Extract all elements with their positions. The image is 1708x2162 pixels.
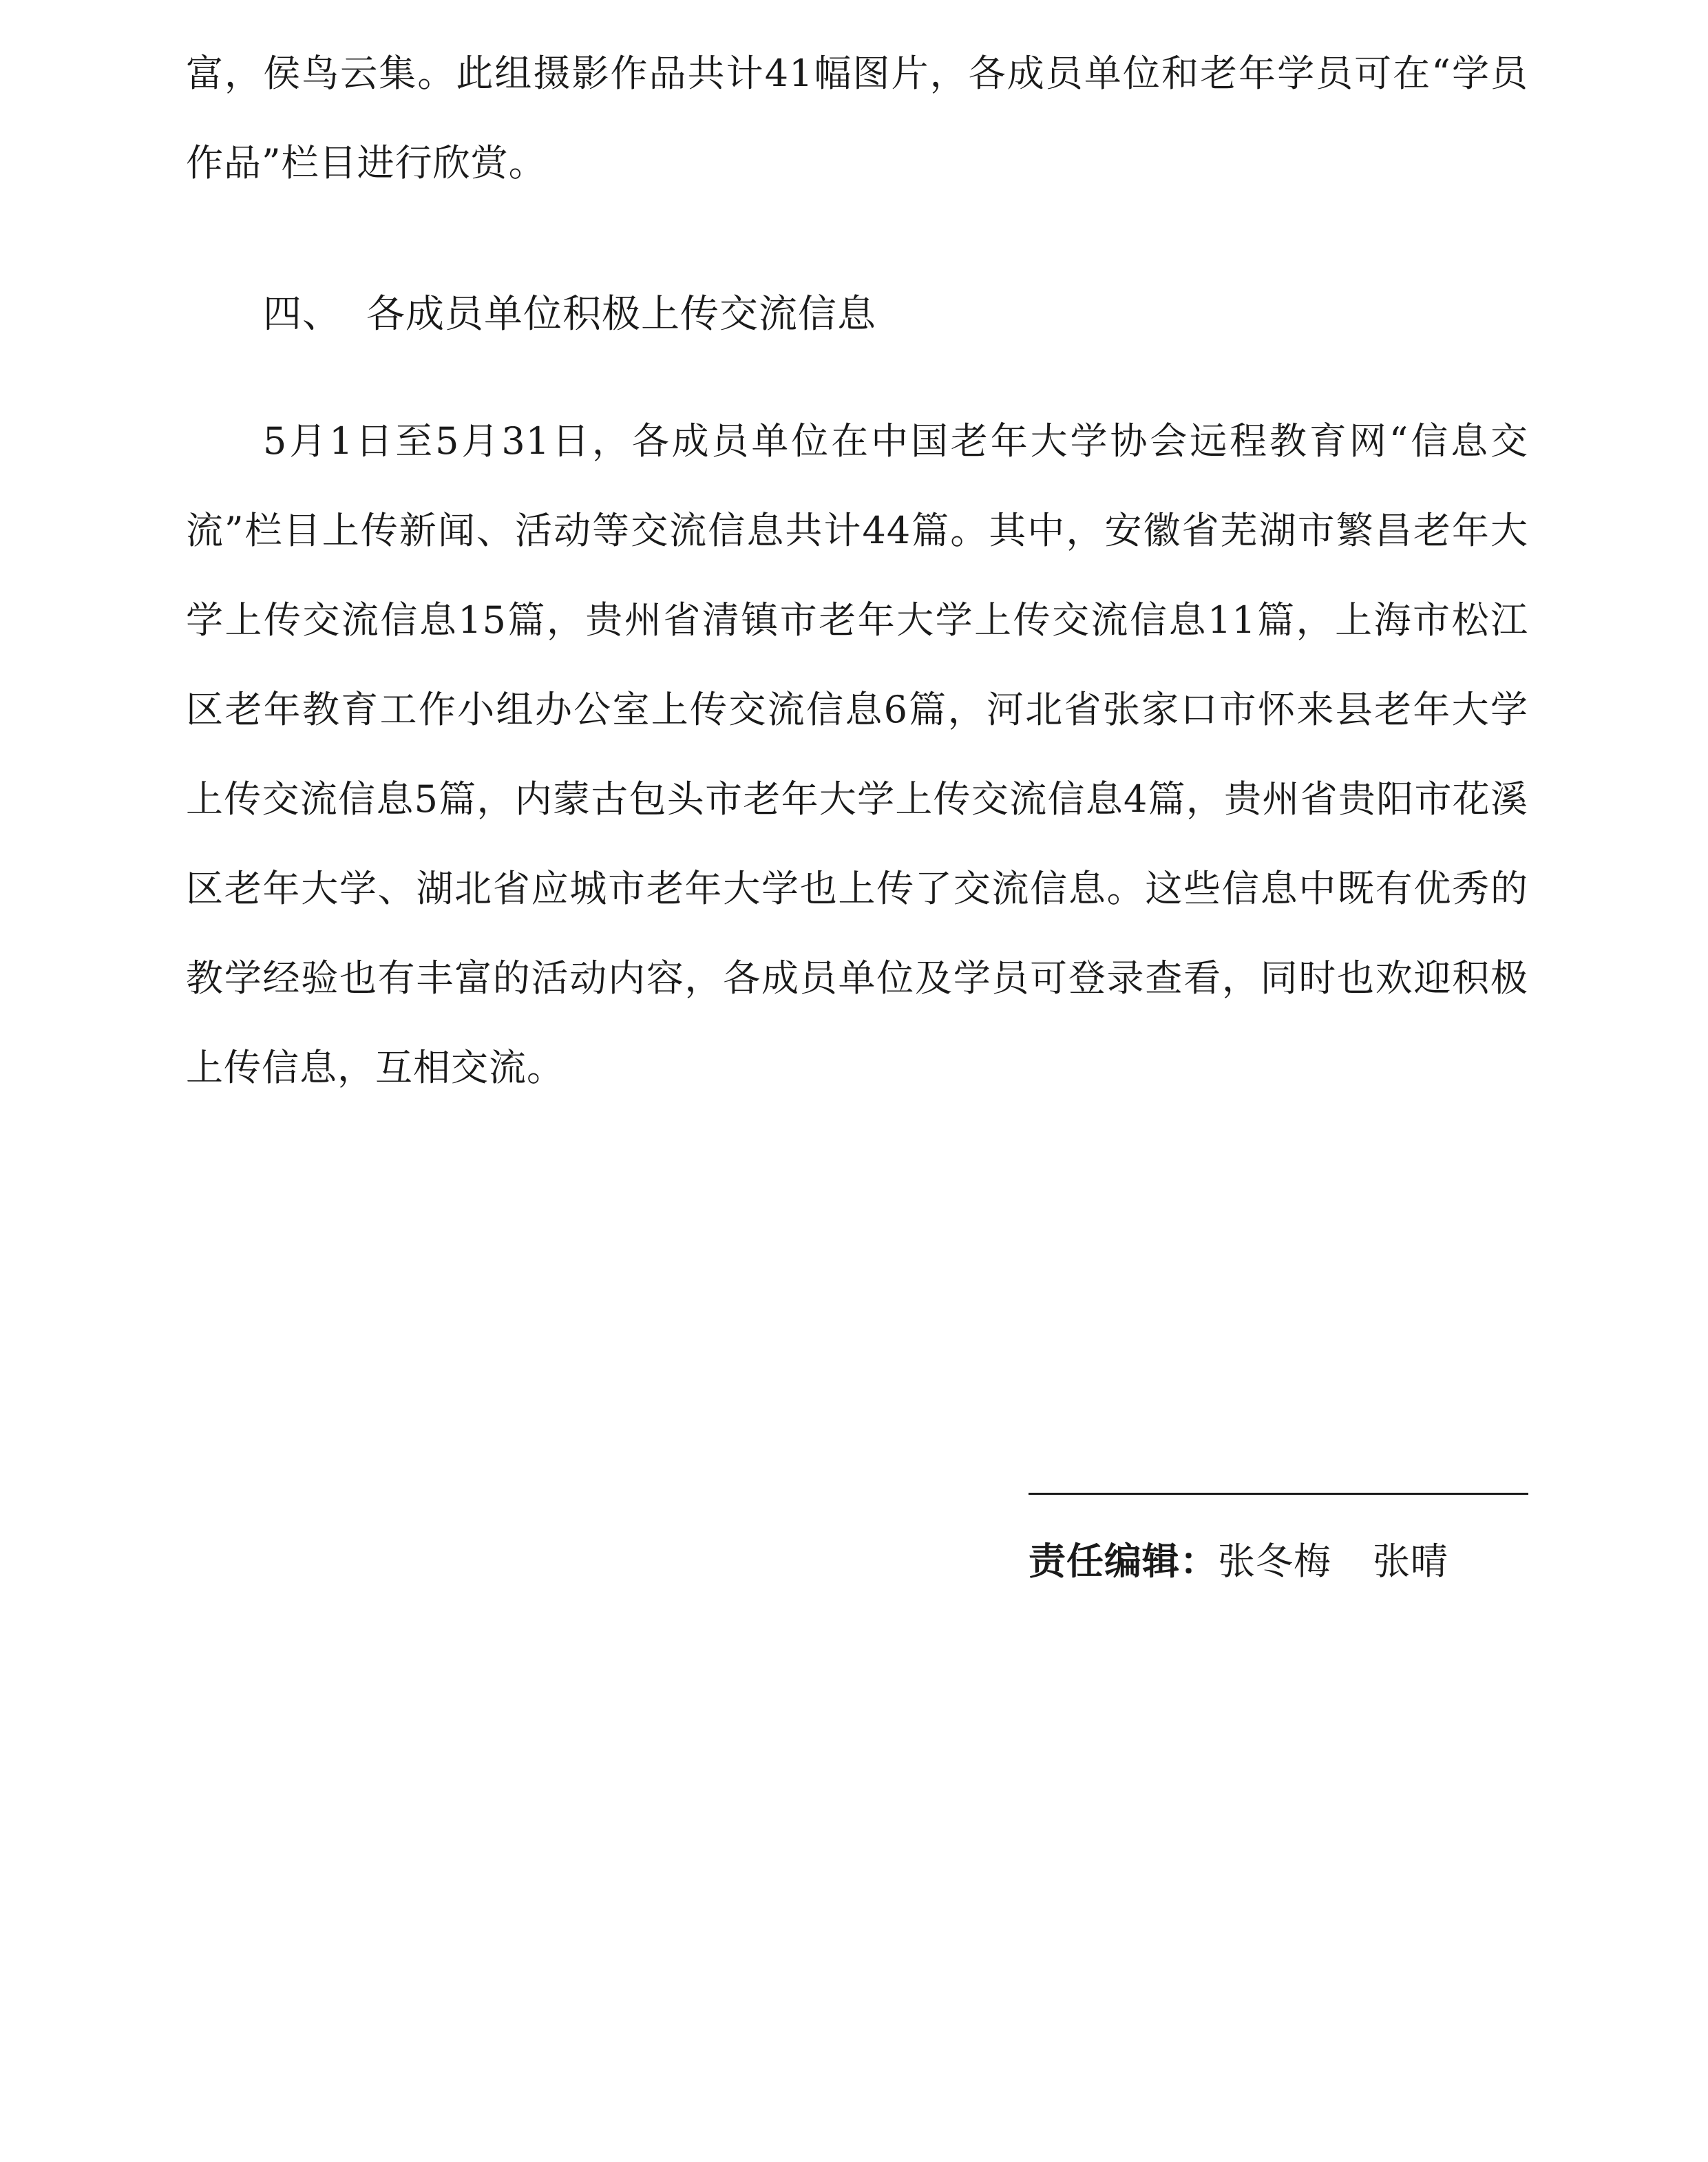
signature-divider [1029, 1493, 1528, 1495]
continued-paragraph: 富，侯鸟云集。此组摄影作品共计41幅图片，各成员单位和老年学员可在“学员作品”栏目进行欣赏。 [186, 52, 1528, 185]
editor-name-2: 张晴 [1373, 1540, 1448, 1583]
section-heading [263, 270, 876, 359]
section-number: 四、 [263, 292, 341, 337]
editor-name-1: 张冬梅 [1218, 1540, 1331, 1583]
section-title: 各成员单位积极上传交流信息 [366, 292, 876, 337]
section-paragraph: 5月1日至5月31日，各成员单位在中国老年大学协会远程教育网“信息交流”栏目上传新闻、活动等交流信息共计44篇。其中，安徽省芜湖市繁昌老年大学上传交流信息15篇，贵州省清镇市老年大学上传交流信息11篇，上海市松江区老年教育工作小组办公室上传交流信息6篇，河北省张家口市怀来县老年大学上传交流信息5篇，内蒙古包头市老年大学上传交流信息4篇，贵州省贵阳市花溪区老年大学、湖北省应城市老年大学也上传了交流信息。这些信息中既有优秀的教学经验也有丰富的活动内容，各成员单位及学员可登录查看，同时也欢迎积极上传信息，互相交流。 [186, 419, 1528, 1089]
editor-signature [1029, 1520, 1448, 1603]
editor-label: 责任编辑： [1029, 1540, 1218, 1583]
